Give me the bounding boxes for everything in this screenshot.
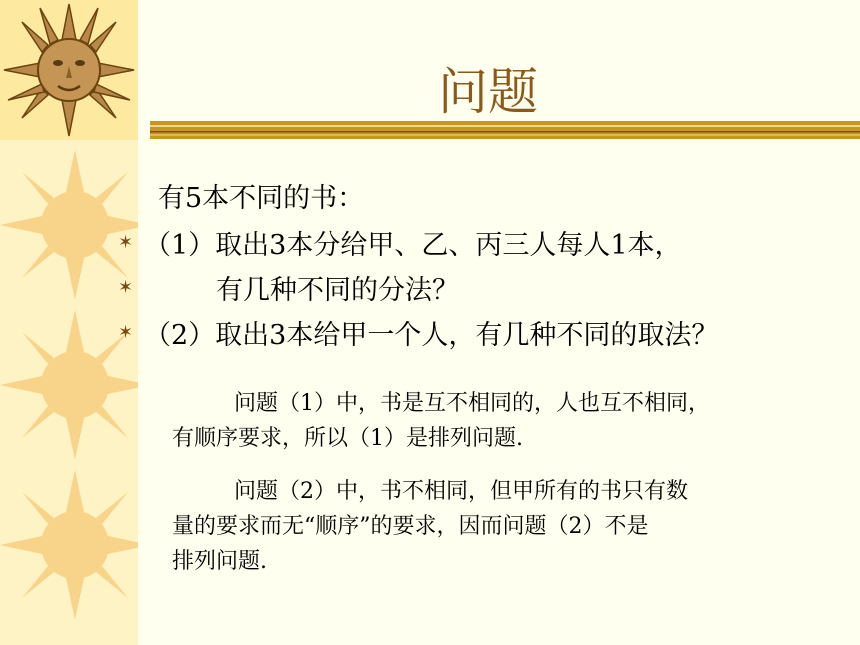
explanation-paragraph-1	[172, 386, 832, 456]
paragraph-line: 量的要求而无“顺序”的要求，因而问题（2）不是	[172, 514, 649, 539]
list-item	[118, 310, 860, 355]
slide-title: 问题	[438, 63, 538, 121]
title-underline	[150, 121, 860, 139]
star-bullet-icon: ✶	[118, 232, 134, 253]
question-1-text: （1）取出3本分给甲、乙、丙三人每人1本，	[144, 230, 682, 261]
paragraph-line: 问题（2）中，书不相同，但甲所有的书只有数	[234, 479, 688, 504]
list-item	[118, 220, 860, 265]
paragraph-line: 排列问题.	[172, 549, 267, 574]
star-bullet-icon: ✶	[118, 322, 134, 343]
logo-panel	[0, 0, 138, 140]
question-1-continuation: 有几种不同的分法？	[216, 275, 459, 306]
sun-face-icon	[0, 0, 138, 140]
sun-decoration	[0, 470, 138, 620]
question-2-text: （2）取出3本给甲一个人，有几种不同的取法？	[144, 320, 719, 351]
list-item	[118, 265, 860, 310]
explanation-paragraph-2	[172, 474, 832, 579]
intro-text: 有5本不同的书：	[158, 183, 365, 214]
paragraph-line: 问题（1）中，书是互不相同的，人也互不相同，	[234, 391, 710, 416]
star-bullet-icon: ✶	[118, 277, 134, 298]
question-list	[118, 220, 860, 355]
paragraph-line: 有顺序要求，所以（1）是排列问题.	[172, 426, 523, 451]
